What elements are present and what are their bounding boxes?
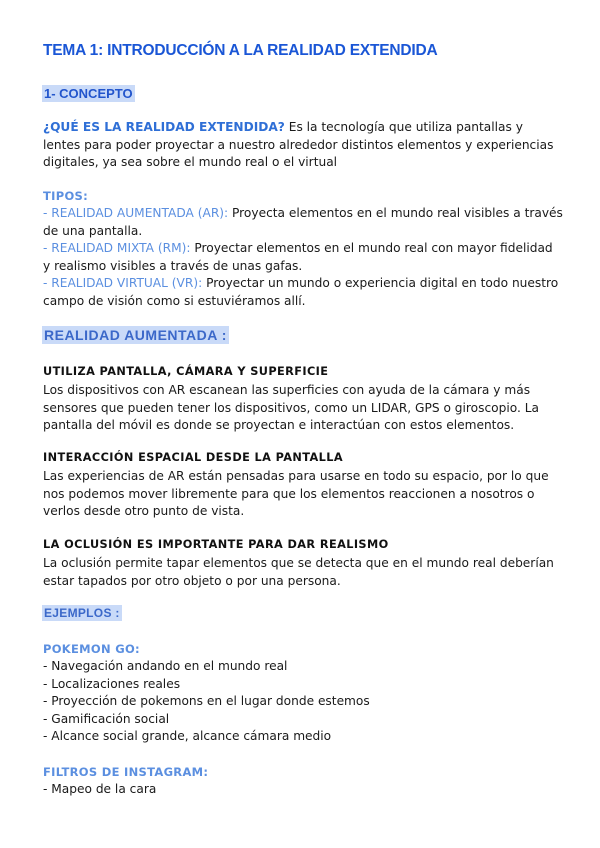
document-title: TEMA 1: INTRODUCCIÓN A LA REALIDAD EXTENDIDA <box>43 42 438 59</box>
section-text: Las experiencias de AR están pensadas para usarse en todo su espacio, por lo que nos podemos mover libremente para que los elementos reaccionen a nosotros o verlos desde otro punto de vista. <box>43 469 549 519</box>
list-item: - Localizaciones reales <box>43 676 181 691</box>
section-text: La oclusión permite tapar elementos que se detecta que en el mundo real deberían estar tapados por otro objeto o por una persona. <box>43 556 554 588</box>
list-item: - Navegación andando en el mundo real <box>43 659 288 673</box>
tipo-vr <box>43 275 563 310</box>
concepto-paragraph <box>43 119 563 172</box>
section-text: Los dispositivos con AR escanean las superficies con ayuda de la cámara y más sensores que pueden tener los dispositivos, como un LIDAR, GPS o giroscopio. La pantalla del móvil es donde se proyectan e interactúan con estos elementos. <box>43 383 539 433</box>
list-item: - Proyección de pokemons en el lugar donde estemos <box>43 694 370 709</box>
concepto-heading: 1- CONCEPTO <box>44 86 133 101</box>
realidad-aumentada-heading: REALIDAD AUMENTADA : <box>44 327 227 343</box>
list-item: - Mapeo de la cara <box>43 782 157 796</box>
section-title: INTERACCIÓN ESPACIAL DESDE LA PANTALLA <box>43 451 343 464</box>
tipo-label: - REALIDAD AUMENTADA (AR): <box>43 206 229 220</box>
tipos-list <box>43 205 563 311</box>
instagram-heading: FILTROS DE INSTAGRAM: <box>43 765 209 779</box>
tipos-heading: TIPOS: <box>43 189 89 203</box>
section-title: UTILIZA PANTALLA, CÁMARA Y SUPERFICIE <box>43 365 329 378</box>
instagram-list <box>43 781 156 799</box>
pokemon-list <box>43 658 370 746</box>
section-title: LA OCLUSIÓN ES IMPORTANTE PARA DAR REALISMO <box>43 538 389 551</box>
list-item: - Gamificación social <box>43 711 170 726</box>
list-item: - Alcance social grande, alcance cámara medio <box>43 729 332 744</box>
tipo-text: Proyecta elementos en el mundo real visibles a través de una pantalla. <box>43 206 563 238</box>
tipo-ar <box>43 205 563 240</box>
tipo-text: Proyectar elementos en el mundo real con mayor fidelidad y realismo visibles a través de unas gafas. <box>43 241 553 273</box>
tipo-label: - REALIDAD MIXTA (RM): <box>43 241 191 256</box>
ejemplos-heading: EJEMPLOS : <box>44 606 120 620</box>
pokemon-heading: POKEMON GO: <box>43 642 140 656</box>
tipo-label: - REALIDAD VIRTUAL (VR): <box>43 276 203 291</box>
concepto-question: ¿QUÉ ES LA REALIDAD EXTENDIDA? <box>43 120 285 134</box>
tipo-rm <box>43 240 563 275</box>
tipo-text: Proyectar un mundo o experiencia digital en todo nuestro campo de visión como si estuviéramos allí. <box>43 276 559 308</box>
concepto-answer: Es la tecnología que utiliza pantallas y lentes para poder proyectar a nuestro alrededor distintos elementos y experiencias digitales, ya sea sobre el mundo real o el virtual <box>43 120 554 170</box>
